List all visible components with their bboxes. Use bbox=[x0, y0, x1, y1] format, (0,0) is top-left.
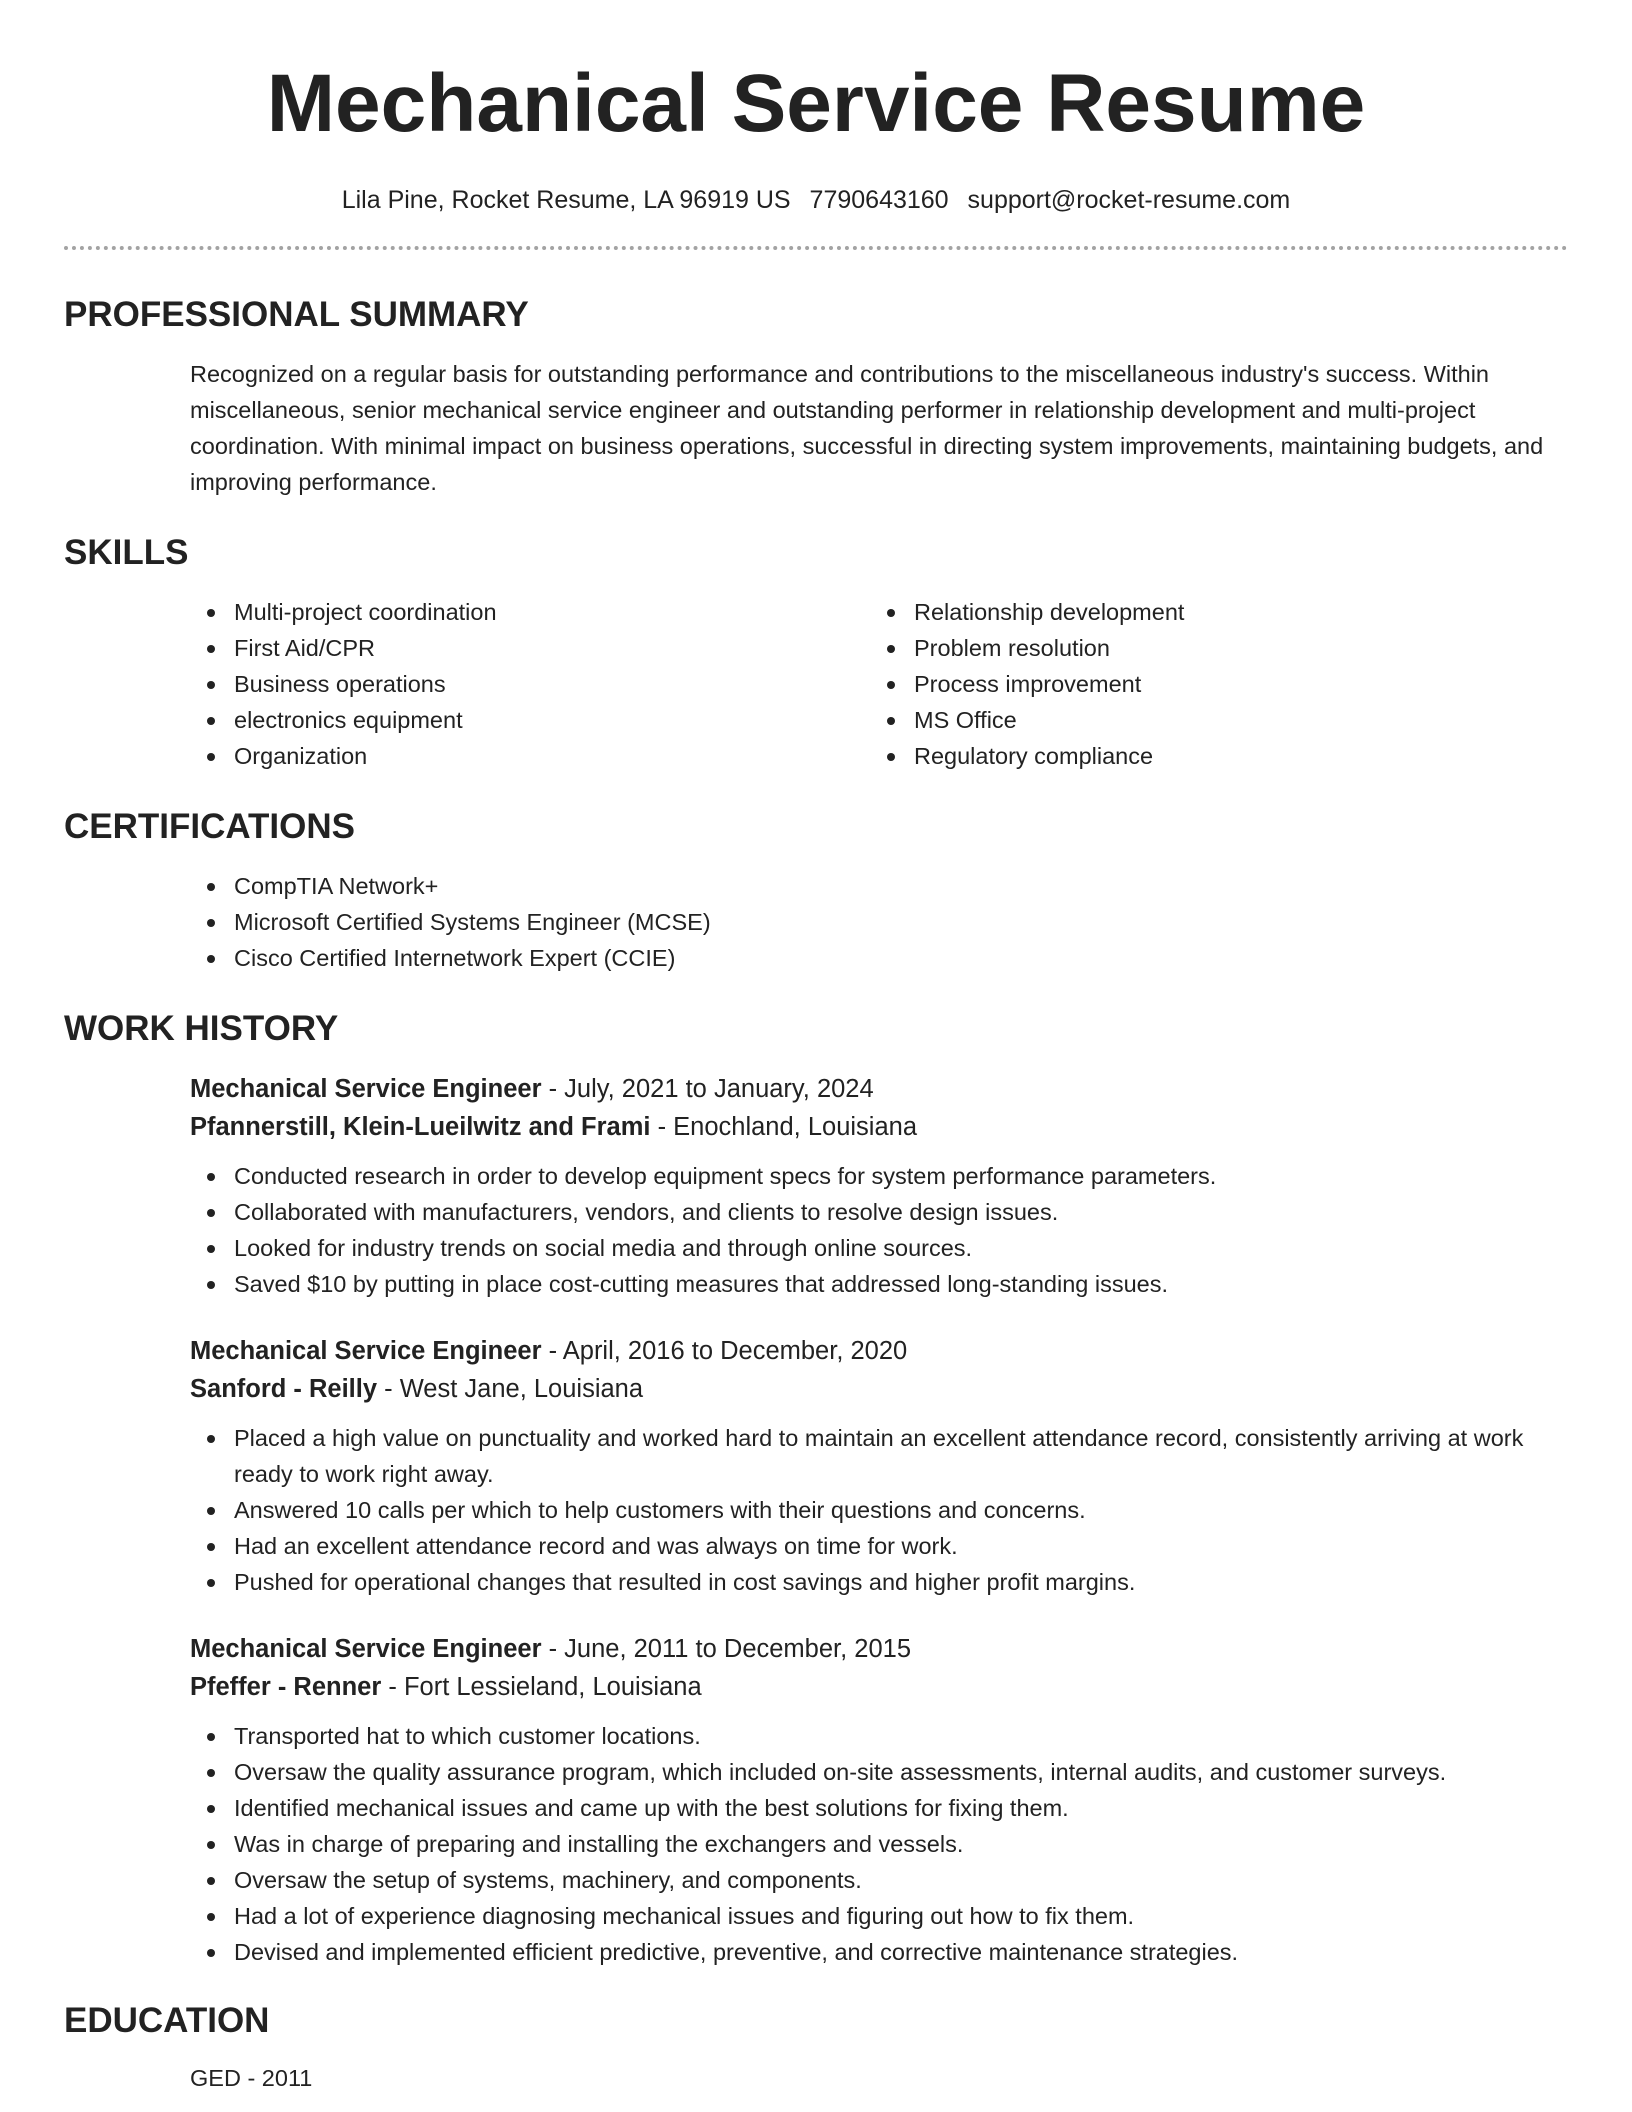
education-heading: EDUCATION bbox=[64, 2001, 270, 2040]
resume-title: Mechanical Service Resume bbox=[266, 58, 1366, 149]
skill-item: Regulatory compliance bbox=[870, 738, 1550, 774]
summary-text: Recognized on a regular basis for outstanding performance and contributions to the miscellaneous industry's success. Within miscellaneous, senior mechanical service engineer and outstanding performer in relationship development and multi-project coordination. With minimal impact on business operations, successful in directing system improvements, maintaining budgets, and improving performance. bbox=[190, 361, 1544, 495]
duty-item: Saved $10 by putting in place cost-cutting measures that addressed long-standing issues. bbox=[190, 1266, 1570, 1302]
duty-item: Answered 10 calls per which to help customers with their questions and concerns. bbox=[190, 1492, 1570, 1528]
contact-phone: 7790643160 bbox=[809, 186, 949, 214]
skills-column-right bbox=[870, 594, 1550, 774]
resume-page bbox=[64, 0, 1568, 2096]
duty-item: Placed a high value on punctuality and worked hard to maintain an excellent attendance record, consistently arriving at work ready to work right away. bbox=[190, 1420, 1570, 1492]
duty-item: Devised and implemented efficient predictive, preventive, and corrective maintenance strategies. bbox=[190, 1934, 1570, 1970]
job-location: - Fort Lessieland, Louisiana bbox=[381, 1673, 702, 1701]
summary-heading: PROFESSIONAL SUMMARY bbox=[64, 295, 529, 334]
duty-item: Was in charge of preparing and installing the exchangers and vessels. bbox=[190, 1826, 1570, 1862]
summary-section bbox=[190, 356, 1568, 500]
job-entry bbox=[64, 1332, 1568, 1600]
skill-item: Multi-project coordination bbox=[190, 594, 870, 630]
job-company: Sanford - Reilly bbox=[190, 1375, 378, 1403]
duty-item: Oversaw the setup of systems, machinery, and components. bbox=[190, 1862, 1570, 1898]
contact-address: Lila Pine, Rocket Resume, LA 96919 US bbox=[341, 186, 791, 214]
job-company-line bbox=[190, 1668, 1568, 1706]
certification-item: Cisco Certified Internetwork Expert (CCIE) bbox=[190, 940, 1568, 976]
job-duties bbox=[190, 1420, 1568, 1600]
job-location: - West Jane, Louisiana bbox=[377, 1375, 644, 1403]
duty-item: Had an excellent attendance record and was always on time for work. bbox=[190, 1528, 1570, 1564]
skill-item: Process improvement bbox=[870, 666, 1550, 702]
job-duties bbox=[190, 1158, 1568, 1302]
job-dates: - July, 2021 to January, 2024 bbox=[541, 1075, 874, 1103]
skill-item: Organization bbox=[190, 738, 870, 774]
job-company-line bbox=[190, 1370, 1568, 1408]
skill-item: Problem resolution bbox=[870, 630, 1550, 666]
education-section bbox=[190, 2060, 1568, 2096]
duty-item: Identified mechanical issues and came up with the best solutions for fixing them. bbox=[190, 1790, 1570, 1826]
duty-item: Oversaw the quality assurance program, which included on-site assessments, internal audits, and customer surveys. bbox=[190, 1754, 1570, 1790]
skill-item: Relationship development bbox=[870, 594, 1550, 630]
certifications-list bbox=[190, 868, 1568, 976]
job-dates: - April, 2016 to December, 2020 bbox=[541, 1337, 908, 1365]
duty-item: Conducted research in order to develop equipment specs for system performance parameters. bbox=[190, 1158, 1570, 1194]
job-title-line bbox=[190, 1332, 1568, 1370]
education-line: GED - 2011 bbox=[190, 2065, 313, 2091]
duty-item: Pushed for operational changes that resulted in cost savings and higher profit margins. bbox=[190, 1564, 1570, 1600]
skill-item: Business operations bbox=[190, 666, 870, 702]
job-title-line bbox=[190, 1630, 1568, 1668]
job-title-line bbox=[190, 1070, 1568, 1108]
job-company: Pfeffer - Renner bbox=[190, 1673, 382, 1701]
header-divider bbox=[64, 246, 1568, 250]
contact-email: support@rocket-resume.com bbox=[967, 186, 1291, 214]
certifications-heading: CERTIFICATIONS bbox=[64, 807, 356, 846]
contact-line bbox=[64, 185, 1568, 215]
certification-item: Microsoft Certified Systems Engineer (MCSE) bbox=[190, 904, 1568, 940]
skill-item: First Aid/CPR bbox=[190, 630, 870, 666]
job-company: Pfannerstill, Klein-Lueilwitz and Frami bbox=[190, 1113, 651, 1141]
job-entry bbox=[64, 1070, 1568, 1302]
job-dates: - June, 2011 to December, 2015 bbox=[541, 1635, 912, 1663]
certification-item: CompTIA Network+ bbox=[190, 868, 1568, 904]
job-entry bbox=[64, 1630, 1568, 1970]
job-company-line bbox=[190, 1108, 1568, 1146]
duty-item: Collaborated with manufacturers, vendors, and clients to resolve design issues. bbox=[190, 1194, 1570, 1230]
duty-item: Transported hat to which customer locations. bbox=[190, 1718, 1570, 1754]
job-title: Mechanical Service Engineer bbox=[190, 1635, 542, 1663]
skill-item: MS Office bbox=[870, 702, 1550, 738]
job-location: - Enochland, Louisiana bbox=[650, 1113, 918, 1141]
skills-column-left bbox=[190, 594, 870, 774]
job-title: Mechanical Service Engineer bbox=[190, 1075, 542, 1103]
skills-heading: SKILLS bbox=[64, 533, 189, 572]
work-history-heading: WORK HISTORY bbox=[64, 1009, 339, 1048]
duty-item: Looked for industry trends on social media and through online sources. bbox=[190, 1230, 1570, 1266]
job-title: Mechanical Service Engineer bbox=[190, 1337, 542, 1365]
job-duties bbox=[190, 1718, 1568, 1970]
skills-list bbox=[190, 594, 1568, 774]
skill-item: electronics equipment bbox=[190, 702, 870, 738]
duty-item: Had a lot of experience diagnosing mechanical issues and figuring out how to fix them. bbox=[190, 1898, 1570, 1934]
